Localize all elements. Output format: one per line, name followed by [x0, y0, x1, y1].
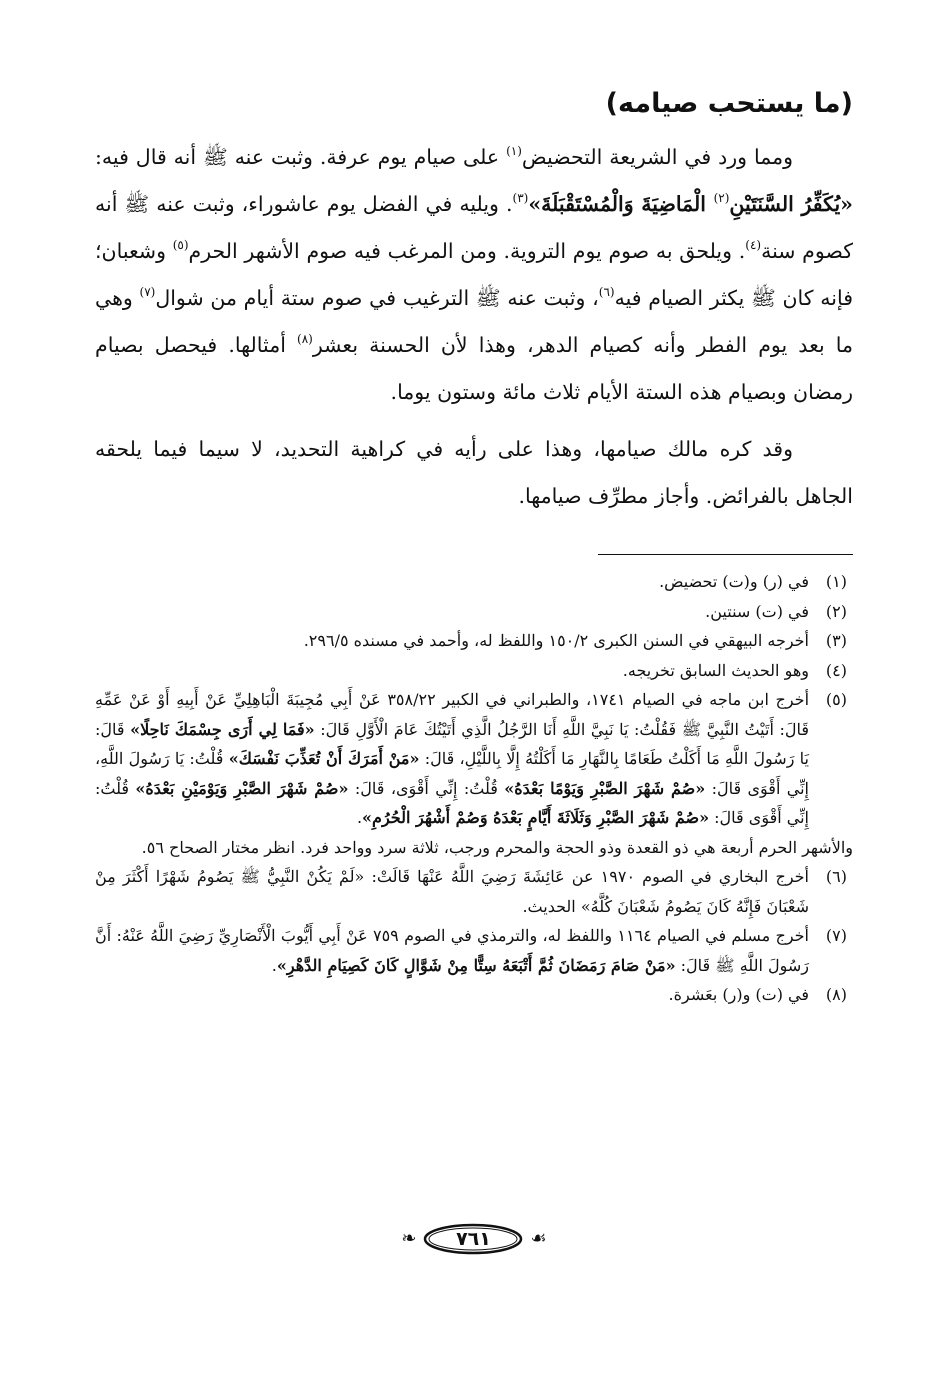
left-flourish-icon: ❧: [401, 1228, 417, 1249]
page-number: ٧٦١: [456, 1228, 491, 1250]
footnote-quote: «مَنْ صَامَ رَمَضَانَ ثُمَّ أَتْبَعَهُ سِتًّا مِنْ شَوَّالٍ كَانَ كَصِيَامِ الدَّهْرِ»: [276, 955, 676, 975]
text-run: قَالَ: يَا رَسُولَ اللَّهِ مَا أَكَلْتُ طَعَامًا بِالنَّهَارِ مَا أَكَلْتُهُ إِلَّا بِاللَّيْلِ، قَالَ:: [95, 719, 809, 768]
footnote-item: [95, 597, 853, 627]
hadith-quote: «يُكَفِّرُ السَّنَتَيْنِ: [729, 192, 853, 216]
footnote-separator: [598, 554, 853, 555]
text-run: ، وثبت عنه ﷺ الترغيب في صوم ستة أيام من شوال: [155, 286, 599, 310]
body-paragraph: [95, 134, 853, 416]
text-run: الحديث.: [522, 896, 581, 916]
footnote-text: [95, 656, 809, 686]
footnote-item: [95, 685, 853, 833]
text-run: في (ر) و(ت) تحضيض.: [659, 572, 809, 591]
page-number-frame: [422, 1222, 524, 1256]
footnote-reference[interactable]: (١): [506, 144, 522, 158]
footnote-item: [95, 656, 853, 686]
text-run: .: [271, 955, 277, 975]
footnote-reference[interactable]: (٦): [598, 285, 615, 299]
text-run: قُلْتُ: إِنِّي أَقْوَى قَالَ:: [95, 778, 809, 827]
footnote-quote: «صُمْ شَهْرَ الصَّبْرِ وَيَوْمَيْنِ بَعْدَهُ»: [135, 778, 349, 798]
text-run: وشعبان؛ فإنه كان ﷺ يكثر الصيام فيه: [95, 239, 853, 310]
body-text: [95, 134, 853, 520]
text-run: أخرج مسلم في الصيام ١١٦٤ واللفظ له، والترمذي في الصوم ٧٥٩ عَنْ أَبِي أَيُّوبَ الْأَنْصَارِيِّ رَضِيَ اللَّهُ عَنْهُ: أَنَّ رَسُولَ اللَّهِ ﷺ قَالَ:: [95, 926, 809, 975]
footnote-quote: «فَمَا لِي أَرَى جِسْمَكَ نَاحِلًا»: [130, 719, 315, 739]
footnote-text: [95, 685, 809, 833]
section-title: (ما يستحب صيامه): [605, 88, 853, 119]
text-run: . ويلحق به صوم يوم التروية. ومن المرغب فيه صوم الأشهر الحرم: [188, 239, 746, 263]
footnote-number: (١): [825, 572, 847, 591]
footnote-quote: «صُمْ شَهْرَ الصَّبْرِ وَيَوْمًا بَعْدَهُ»: [504, 778, 706, 798]
footnote-reference[interactable]: (٣): [512, 191, 529, 205]
footnotes: [95, 567, 853, 1010]
text-run: والأشهر الحرم أربعة هي ذو القعدة وذو الحجة والمحرم ورجب، ثلاثة سرد وواحد فرد. انظر مختار الصحاح ٥٦.: [141, 837, 853, 857]
footnote-reference[interactable]: (٧): [139, 285, 156, 299]
footnote-number: (٢): [825, 601, 847, 621]
footnote-item: [95, 980, 853, 1010]
footnote-item: [95, 862, 853, 921]
text-run: أخرجه البيهقي في السنن الكبرى ١٥٠/٢ واللفظ له، وأحمد في مسنده ٢٩٦/٥.: [303, 631, 809, 650]
footnote-number: (٤): [825, 660, 847, 680]
footnote-reference[interactable]: (٢): [713, 191, 730, 205]
footnote-continuation: [95, 833, 853, 863]
footnote-text: [95, 862, 809, 921]
footnote-text: [95, 626, 809, 656]
text-run: في (ت) و(ر) بعَشرة.: [668, 985, 809, 1004]
footnote-number: (٧): [825, 926, 847, 945]
hadith-quote: الْمَاضِيَةَ وَالْمُسْتَقْبَلَةَ»: [528, 192, 714, 216]
page-number-ornament: [0, 1222, 948, 1256]
footnote-item: [95, 567, 853, 597]
footnote-text: [95, 597, 809, 627]
footnote-item: [95, 626, 853, 656]
text-run: قُلْتُ: يَا رَسُولَ اللَّهِ، إِنِّي أَقْوَى قَالَ:: [95, 749, 810, 798]
text-run: ومما ورد في الشريعة التحضيض: [521, 145, 793, 169]
footnote-quote: «مَنْ أَمَرَكَ أَنْ تُعَذِّبَ نَفْسَكَ»: [228, 749, 420, 768]
text-run: في (ت) سنتين.: [705, 601, 809, 621]
footnote-item: [95, 921, 853, 980]
footnote-quote: «صُمْ شَهْرَ الصَّبْرِ وَثَلَاثَةَ أَيَّامٍ بَعْدَهُ وَصُمْ أَشْهُرَ الْحُرُمِ»: [362, 808, 710, 827]
right-flourish-icon: ☙: [530, 1228, 547, 1249]
text-run: على صيام يوم عرفة. وثبت عنه ﷺ أنه قال فيه:: [95, 145, 507, 169]
text-run: .: [356, 808, 363, 827]
footnote-number: (٦): [825, 867, 847, 886]
footnote-number: (٣): [825, 631, 847, 650]
text-run: أمثالها. فيحصل بصيام رمضان وبصيام هذه الستة الأيام ثلاث مائة وستون يوما.: [95, 333, 853, 404]
text-run: وهي ما بعد يوم الفطر وأنه كصيام الدهر، وهذا لأن الحسنة بعشر: [95, 286, 853, 357]
footnote-reference[interactable]: (٥): [172, 238, 189, 252]
body-paragraph: [95, 426, 853, 520]
footnote-number: (٨): [825, 985, 847, 1004]
text-run: وهو الحديث السابق تخريجه.: [622, 660, 809, 680]
footnote-reference[interactable]: (٤): [745, 238, 762, 252]
text-run: أخرج ابن ماجه في الصيام ١٧٤١، والطبراني في الكبير ٣٥٨/٢٢ عَنْ أَبِي مُجِيبَةَ الْبَاهِلِيِّ عَنْ أَبِيهِ أَوْ عَنْ عَمِّهِ قَالَ: أَتَيْتُ النَّبِيَّ ﷺ فَقُلْتُ: يَا نَبِيَّ اللَّهِ أَنَا الرَّجُلُ الَّذِي أَتَيْتُكَ عَامَ الْأَوَّلِ قَالَ:: [95, 690, 810, 739]
footnote-text: [95, 567, 809, 597]
footnote-text: [95, 921, 809, 980]
text-run: قُلْتُ: إِنِّي أَقْوَى، قَالَ:: [348, 778, 505, 798]
text-run: . ويليه في الفضل يوم عاشوراء، وثبت عنه ﷺ أنه كصوم سنة: [95, 192, 853, 263]
text-run: «لَمْ يَكُنْ النَّبِيُّ ﷺ يَصُومُ شَهْرًا أَكْثَرَ مِنْ شَعْبَانَ فَإِنَّهُ كَانَ يَصُومُ شَعْبَانَ كُلَّهُ»: [95, 867, 809, 916]
page: [95, 70, 853, 1382]
footnote-number: (٥): [825, 690, 847, 709]
text-run: أخرج البخاري في الصوم ١٩٧٠ عن عَائِشَةَ رَضِيَ اللَّهُ عَنْهَا قَالَتْ:: [364, 867, 810, 886]
footnote-reference[interactable]: (٨): [297, 332, 313, 346]
text-run: وقد كره مالك صيامها، وهذا على رأيه في كراهية التحديد، لا سيما فيما يلحقه الجاهل بالفرائض. وأجاز مطرِّف صيامها.: [95, 437, 853, 508]
footnote-text: [95, 980, 809, 1010]
